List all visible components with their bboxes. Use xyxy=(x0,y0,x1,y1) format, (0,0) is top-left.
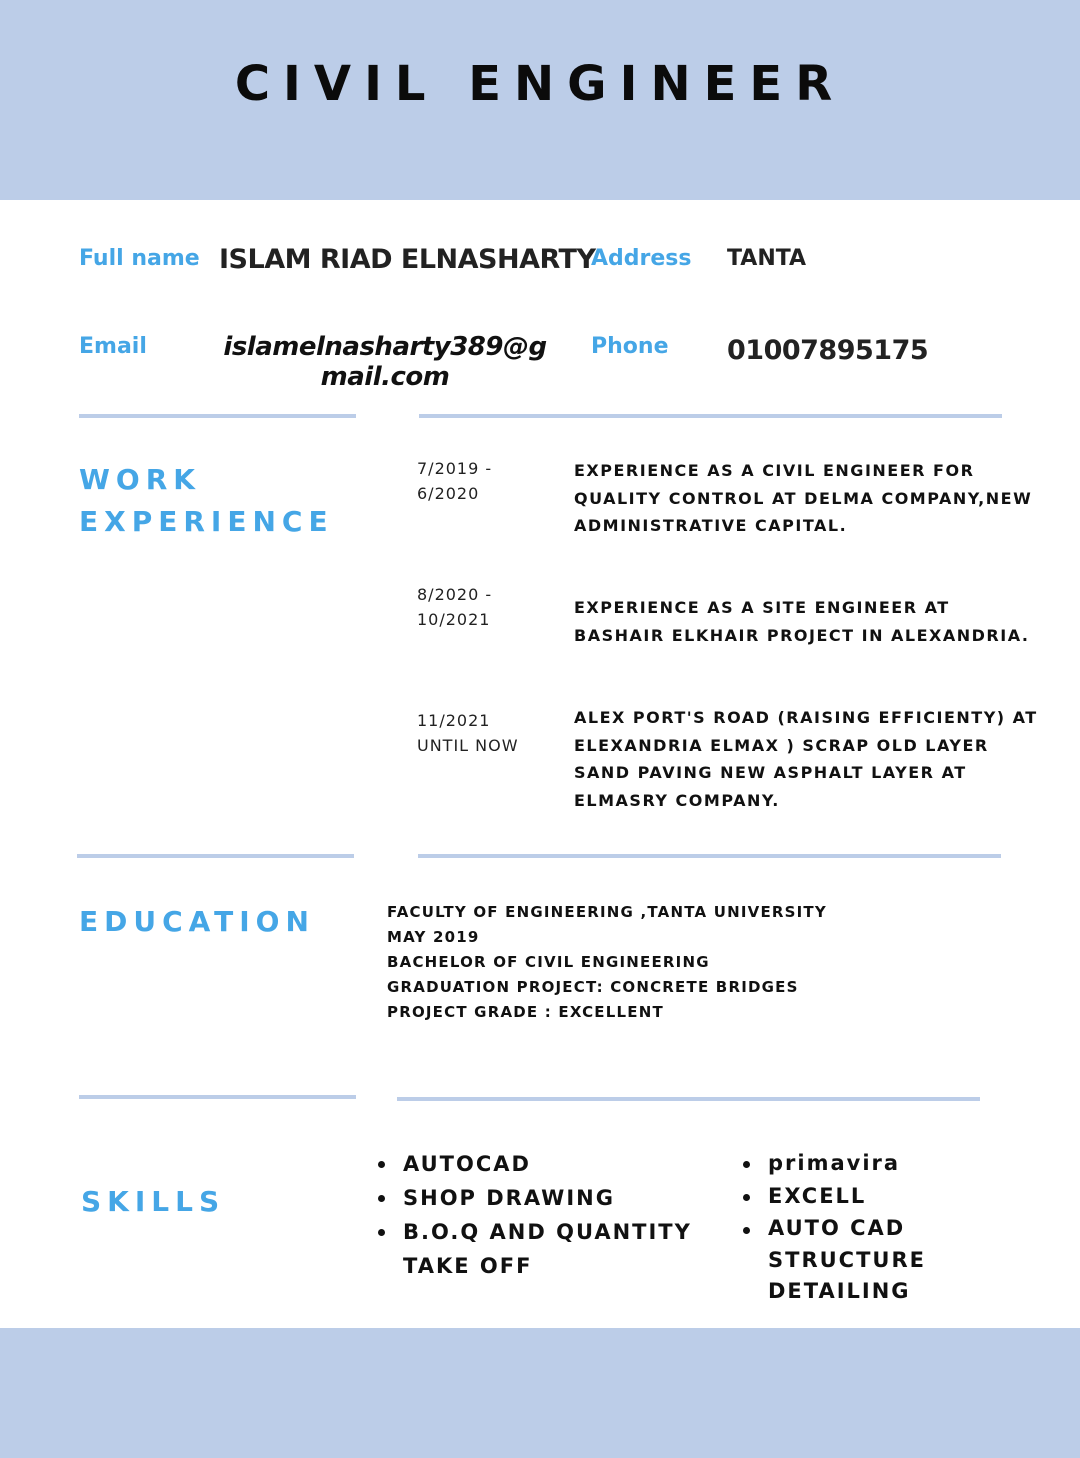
divider-right-3 xyxy=(397,1097,980,1101)
skills-heading: SKILLS xyxy=(81,1185,226,1218)
skill-item: AUTOCAD xyxy=(376,1147,696,1181)
email-value[interactable] xyxy=(205,332,565,392)
skill-item: EXCELL xyxy=(741,1180,941,1213)
phone-label: Phone xyxy=(591,334,669,359)
skills-list-left xyxy=(376,1147,696,1283)
email-label: Email xyxy=(79,334,147,359)
education-line: PROJECT GRADE : EXCELLENT xyxy=(387,1003,664,1021)
divider-left-2 xyxy=(77,854,354,858)
skill-item: AUTO CAD STRUCTURE DETAILING xyxy=(741,1213,941,1308)
job-3-date: 11/2021 UNTIL NOW xyxy=(417,711,519,755)
job-1-date: 7/2019 - 6/2020 xyxy=(417,459,493,503)
education-line: BACHELOR OF CIVIL ENGINEERING xyxy=(387,953,710,971)
job-2-date: 8/2020 - 10/2021 xyxy=(417,585,493,629)
job-2-description: EXPERIENCE AS A SITE ENGINEER AT BASHAIR ELKHAIR PROJECT IN ALEXANDRIA. xyxy=(574,598,1030,645)
full-name-label: Full name xyxy=(79,246,200,271)
phone-value[interactable]: 01007895175 xyxy=(727,335,929,366)
divider-left-1 xyxy=(79,414,356,418)
full-name-value: ISLAM RIAD ELNASHARTY xyxy=(219,244,596,275)
divider-left-3 xyxy=(79,1095,356,1099)
education-heading: EDUCATION xyxy=(79,905,315,938)
email-line-1: islamelnasharty389@g xyxy=(223,332,547,362)
address-value: TANTA xyxy=(727,246,807,271)
skill-item: primavira xyxy=(741,1147,941,1180)
work-heading-line-2: EXPERIENCE xyxy=(79,505,334,538)
education-line: MAY 2019 xyxy=(387,928,480,946)
page-title: CIVIL ENGINEER xyxy=(234,56,846,112)
skills-list-right xyxy=(741,1147,941,1308)
work-heading-line-1: WORK xyxy=(79,463,201,496)
education-line: GRADUATION PROJECT: CONCRETE BRIDGES xyxy=(387,978,799,996)
divider-right-2 xyxy=(418,854,1001,858)
address-label: Address xyxy=(591,246,692,271)
work-experience-heading xyxy=(79,459,334,543)
email-line-2: mail.com xyxy=(320,362,450,392)
divider-right-1 xyxy=(419,414,1002,418)
skill-item: B.O.Q AND QUANTITY TAKE OFF xyxy=(376,1215,696,1283)
footer-band xyxy=(0,1328,1080,1458)
skill-item: SHOP DRAWING xyxy=(376,1181,696,1215)
job-3-description: ALEX PORT'S ROAD (RAISING EFFICIENTY) AT ELEXANDRIA ELMAX ) SCRAP OLD LAYER SAND PAVING NEW ASPHALT LAYER AT ELMASRY COMPANY. xyxy=(574,708,1038,810)
education-details xyxy=(387,900,947,1025)
job-1-description: EXPERIENCE AS A CIVIL ENGINEER FOR QUALITY CONTROL AT DELMA COMPANY,NEW ADMINISTRATIVE CAPITAL. xyxy=(574,461,1033,535)
education-line: FACULTY OF ENGINEERING ,TANTA UNIVERSITY xyxy=(387,903,827,921)
